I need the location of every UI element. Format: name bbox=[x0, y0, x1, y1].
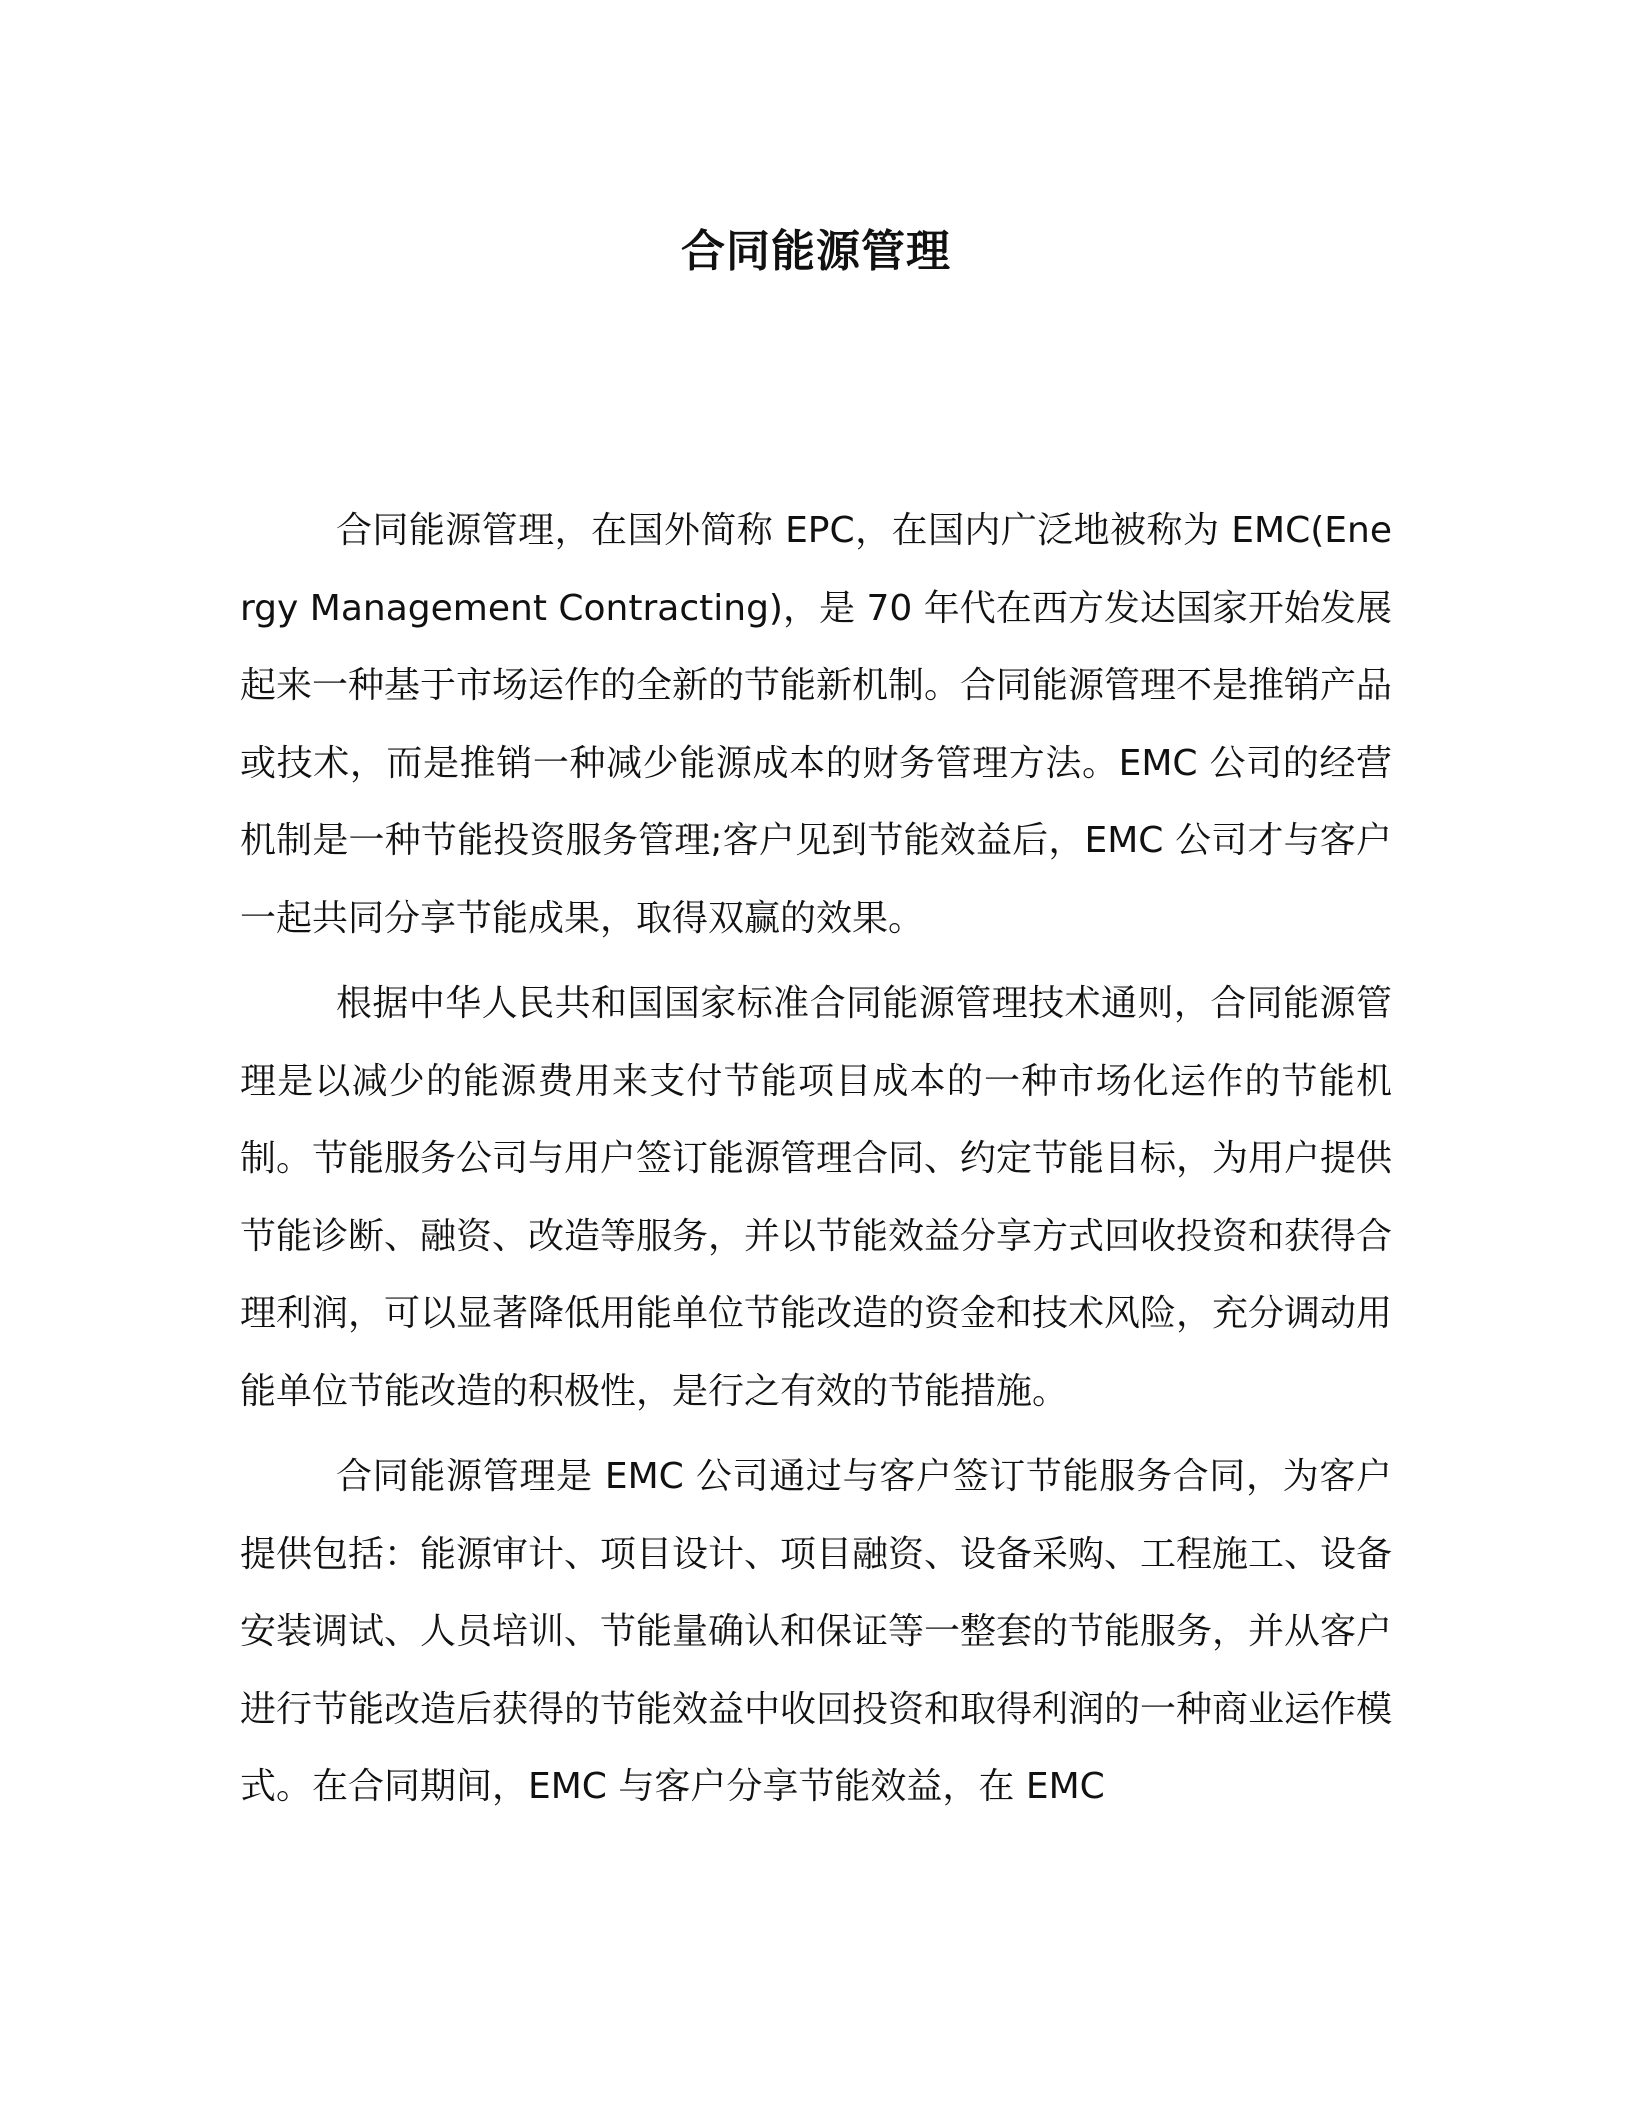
paragraph-3: 合同能源管理是 EMC 公司通过与客户签订节能服务合同，为客户提供包括：能源审计、项目设计、项目融资、设备采购、工程施工、设备安装调试、人员培训、节能量确认和保证等一整套的节能服务，并从客户进行节能改造后获得的节能效益中收回投资和取得利润的一种商业运作模式。在合同期间，EMC 与客户分享节能效益，在 EMC bbox=[240, 1456, 1393, 1807]
paragraph-2: 根据中华人民共和国国家标准合同能源管理技术通则，合同能源管理是以减少的能源费用来支付节能项目成本的一种市场化运作的节能机制。节能服务公司与用户签订能源管理合同、约定节能目标，为用户提供节能诊断、融资、改造等服务，并以节能效益分享方式回收投资和获得合理利润，可以显著降低用能单位节能改造的资金和技术风险，充分调动用能单位节能改造的积极性，是行之有效的节能措施。 bbox=[240, 983, 1393, 1412]
paragraph-1: 合同能源管理，在国外简称 EPC，在国内广泛地被称为 EMC(Energy Management Contracting)，是 70 年代在西方发达国家开始发展起来一种基于市场运作的全新的节能新机制。合同能源管理不是推销产品或技术，而是推销一种减少能源成本的财务管理方法。EMC 公司的经营机制是一种节能投资服务管理;客户见到节能效益后，EMC 公司才与客户一起共同分享节能成果，取得双赢的效果。 bbox=[240, 510, 1393, 939]
document-body bbox=[240, 492, 1392, 1834]
document-title: 合同能源管理 bbox=[681, 226, 951, 277]
